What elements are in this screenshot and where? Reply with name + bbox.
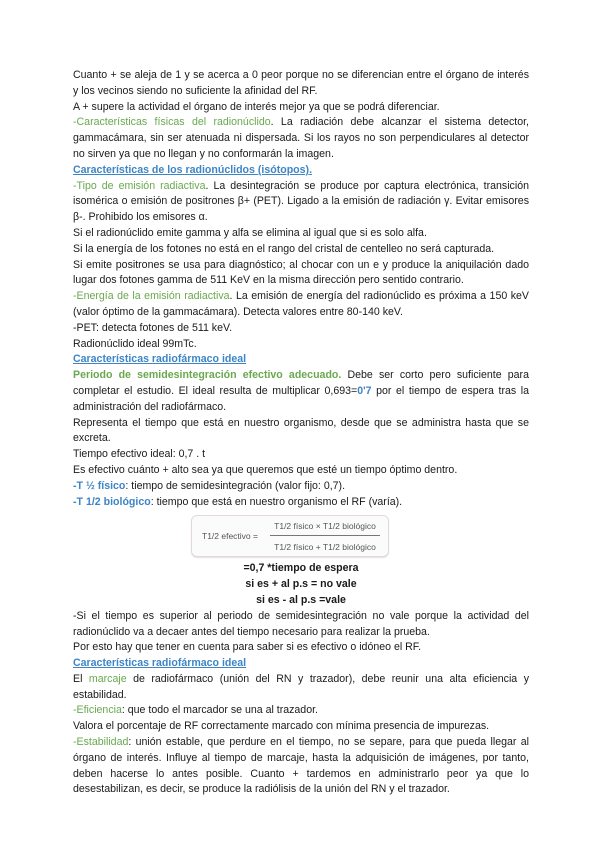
paragraph-text: Debe ser corto pero suficiente para completar el estudio. El ideal resulta de multiplicar 0,693=: [73, 369, 529, 397]
paragraph: [73, 495, 529, 511]
paragraph-text: . La emisión de energía del radionúclido es próxima a 150 keV (valor óptimo de la gammacámara). Detecta valores entre 80-140 keV.: [73, 290, 529, 318]
paragraph: [73, 735, 529, 798]
paragraph-text: : tiempo que está en nuestro organismo el RF (varía).: [150, 495, 403, 508]
paragraph: [73, 179, 529, 226]
paragraph: -PET: detecta fotones de 511 keV.: [73, 321, 233, 334]
document-body: [73, 68, 529, 798]
paragraph: Es efectivo cuánto + alto sea ya que queremos que esté un tiempo óptimo dentro.: [73, 463, 458, 476]
term-label: -Características físicas del radionúclido: [73, 116, 271, 129]
paragraph: [73, 289, 529, 321]
centered-line: si es - al p.s =vale: [256, 593, 346, 606]
formula-label: T1/2 efectivo =: [202, 531, 258, 542]
paragraph: Si el radionúclido emite gamma y alfa se elimina al igual que si es solo alfa.: [73, 226, 427, 239]
paragraph: [73, 672, 529, 704]
paragraph-text: por el tiempo de espera tras la administración del radiofármaco.: [73, 384, 530, 413]
paragraph-text: : unión estable, que perdure en el tiempo, no se separe, para que pueda llegar al órgano de interés. Influye al tiempo de marcaje, hasta la adquisición de imágenes, por tanto, deben hacerse lo antes posible. Cuanto + tardemos en administrarlo peor ya que lo desestabilizan, es decir, se produce la radiólisis de la unión del RN y el trazador.: [73, 736, 529, 796]
paragraph: [73, 368, 529, 415]
paragraph-text: . La radiación debe alcanzar el sistema detector, gammacámara, sin ser atenuada ni dispersada. Si los rayos no son perpendiculares al detector no sirven ya que no llegan y no conformarán la imagen.: [73, 116, 529, 160]
paragraph-text: : tiempo de semidesintegración (valor fijo: 0,7).: [125, 479, 346, 492]
section-heading: Características radiofármaco ideal: [73, 657, 247, 670]
paragraph: -Si el tiempo es superior al periodo de semidesintegración no vale porque la actividad del radionúclido va a decaer antes del tiempo necesario para realizar la prueba.: [73, 609, 529, 638]
paragraph: Por esto hay que tener en cuenta para saber si es efectivo o idóneo el RF.: [73, 641, 422, 654]
paragraph: [73, 479, 529, 495]
paragraph: A + supere la actividad el órgano de interés mejor ya que se podrá diferenciar.: [73, 100, 440, 113]
paragraph: Cuanto + se aleja de 1 y se acerca a 0 peor porque no se diferencian entre el órgano de interés y los vecinos siendo no suficiente la afinidad del RF.: [73, 69, 529, 97]
formula-denominator: T1/2 físico + T1/2 biológico: [274, 542, 376, 553]
paragraph-text: . La desintegración se produce por captura electrónica, transición isomérica o emisión de positrones β+ (PET). Ligado a la emisión de radiación γ. Evitar emisores β-. Prohibido los emisores α.: [73, 179, 529, 224]
formula-image: [191, 515, 389, 557]
section-heading: Características radiofármaco ideal: [73, 353, 247, 366]
paragraph: Si emite positrones se usa para diagnóstico; al chocar con un e y produce la aniquilación dado lugar dos fotones gamma de 511 KeV en la misma dirección pero sentido contrario.: [73, 258, 529, 287]
paragraph: Valora el porcentaje de RF correctamente marcado con mínima presencia de impurezas.: [73, 720, 490, 733]
paragraph: Radionúclido ideal 99mTc.: [73, 337, 197, 350]
section-heading: Características de los radionúclidos (isótopos).: [73, 163, 313, 176]
term-label: Periodo de semidesintegración efectivo adecuado.: [73, 369, 342, 382]
paragraph: [73, 115, 529, 162]
term-label: -Estabilidad: [73, 736, 129, 749]
fraction-bar: [270, 535, 380, 536]
term-label: -Energía de la emisión radiactiva: [73, 290, 230, 303]
paragraph: Tiempo efectivo ideal: 0,7 . t: [73, 448, 206, 461]
paragraph-text: : que todo el marcador se una al trazador.: [121, 704, 318, 717]
formula-numerator: T1/2 físico × T1/2 biológico: [274, 521, 376, 532]
paragraph: [73, 703, 529, 719]
centered-line: si es + al p.s = no vale: [245, 578, 357, 591]
term-label: marcaje: [88, 672, 127, 685]
paragraph-text: El: [73, 672, 89, 685]
term-label: -Tipo de emisión radiactiva: [73, 179, 206, 192]
paragraph-text: de radiofármaco (unión del RN y trazador), debe reunir una alta eficiencia y estabilidad.: [73, 672, 529, 701]
paragraph: Representa el tiempo que está en nuestro organismo, desde que se administra hasta que se excreta.: [73, 416, 529, 445]
centered-line: =0,7 *tiempo de espera: [243, 562, 359, 575]
paragraph: Si la energía de los fotones no está en el rango del cristal de centelleo no será capturada.: [73, 242, 495, 255]
highlight-value: 0'7: [357, 384, 372, 397]
term-label: -T 1/2 biológico: [73, 495, 151, 508]
term-label: -Eficiencia: [73, 704, 122, 717]
term-label: -T ½ físico: [73, 479, 126, 492]
